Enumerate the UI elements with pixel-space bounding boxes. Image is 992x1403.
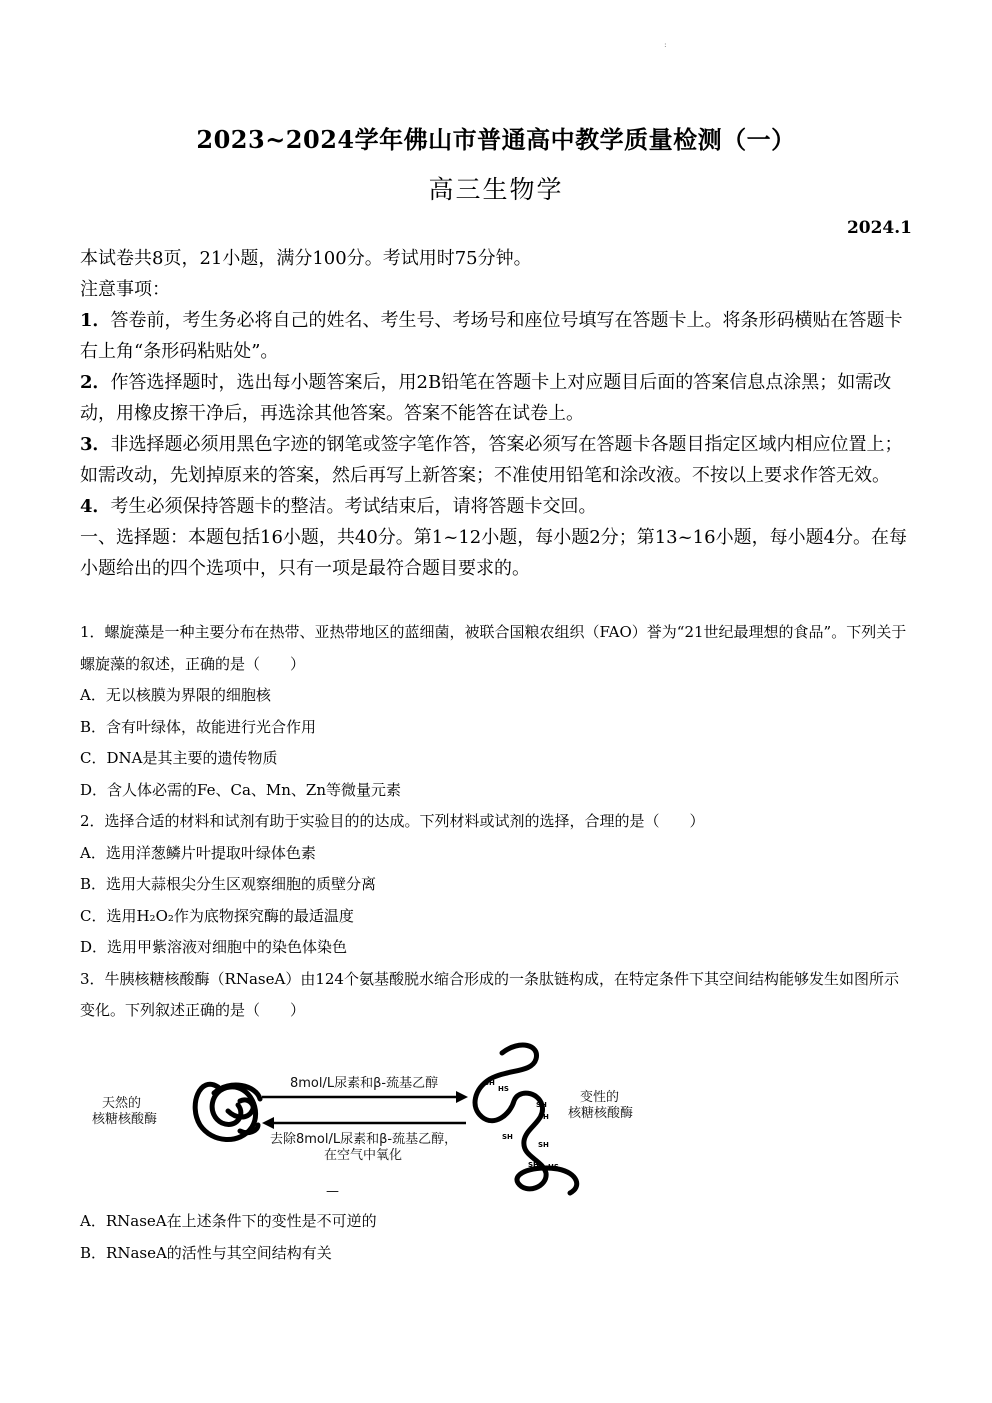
sh-label: SH xyxy=(528,1161,539,1169)
notice-item-1 xyxy=(80,305,912,367)
question-stem: 2．选择合适的材料和试剂有助于实验目的的达成。下列材料或试剂的选择，合理的是（ ） xyxy=(80,812,705,830)
option-b: B．RNaseA的活性与其空间结构有关 xyxy=(80,1243,332,1262)
notice-item-3 xyxy=(80,429,912,491)
forward-arrow xyxy=(262,1091,468,1103)
notice-text-1: 答卷前，考生务必将自己的姓名、考生号、考场号和座位号填写在答题卡上。将条形码横贴在答题卡右上角“条形码粘贴处”。 xyxy=(80,310,903,362)
instructions xyxy=(80,243,912,584)
notice-num-4: 4． xyxy=(80,496,111,517)
sh-label: SH xyxy=(538,1113,549,1121)
option-a: A．RNaseA在上述条件下的变性是不可逆的 xyxy=(80,1212,377,1230)
notice-num-1: 1． xyxy=(80,310,111,331)
top-dot: : xyxy=(664,40,667,49)
reverse-arrow xyxy=(262,1117,466,1129)
denatured-label-2: 核糖核酸酶 xyxy=(568,1106,634,1121)
native-protein-icon xyxy=(195,1084,260,1139)
option-b: B．选用大蒜根尖分生区观察细胞的质壁分离 xyxy=(80,875,377,893)
option-c: C．选用H₂O₂作为底物探究酶的最适温度 xyxy=(80,906,354,925)
section-heading: 一、选择题：本题包括16小题，共40分。第1~12小题，每小题2分；第13~16小题，每小题4分。在每小题给出的四个选项中，只有一项是最符合题目要求的。 xyxy=(80,527,908,579)
option-d: D．含人体必需的Fe、Ca、Mn、Zn等微量元素 xyxy=(80,780,402,799)
question-3-options xyxy=(80,1206,912,1269)
notice-num-2: 2． xyxy=(80,372,111,393)
sh-label: SH xyxy=(484,1079,495,1087)
denatured-label-1: 变性的 xyxy=(580,1090,620,1105)
option-b: B．含有叶绿体，故能进行光合作用 xyxy=(80,717,317,736)
native-label-1: 天然的 xyxy=(102,1096,142,1111)
notice-heading: 注意事项： xyxy=(80,279,170,300)
notice-item-2 xyxy=(80,367,912,429)
sh-label: SH xyxy=(502,1133,513,1141)
sh-label: SH xyxy=(538,1141,549,1149)
question-1 xyxy=(80,617,912,1027)
question-stem: 3．牛胰核糖核酸酶（RNaseA）由124个氨基酸脱水缩合形成的一条肽链构成，在特定条件下其空间结构能够发生如图所示变化。下列叙述正确的是（ ） xyxy=(80,969,899,1019)
notice-text-3: 非选择题必须用黑色字迹的钢笔或签字笔作答，答案必须写在答题卡各题目指定区域内相应位置上；如需改动，先划掉原来的答案，然后再写上新答案；不准使用铅笔和涂改液。不按以上要求作答无效。 xyxy=(80,434,903,486)
notice-text-4: 考生必须保持答题卡的整洁。考试结束后，请将答题卡交回。 xyxy=(110,496,597,517)
question-stem: 1．螺旋藻是一种主要分布在热带、亚热带地区的蓝细菌，被联合国粮农组织（FAO）誉为“21世纪最理想的食品”。下列关于螺旋藻的叙述，正确的是（ ） xyxy=(80,623,907,673)
hs-label: HS xyxy=(548,1163,559,1171)
option-a: A．选用洋葱鳞片叶提取叶绿体色素 xyxy=(80,843,316,862)
forward-condition: 8mol/L尿素和β-巯基乙醇 xyxy=(290,1076,439,1091)
exam-title: 2023~2024学年佛山市普通高中教学质量检测（一） xyxy=(196,125,796,154)
option-a: A．无以核膜为界限的细胞核 xyxy=(80,686,271,704)
option-c: C．DNA是其主要的遗传物质 xyxy=(80,749,278,767)
figure-dash: — xyxy=(326,1184,339,1199)
notice-num-3: 3． xyxy=(80,434,111,455)
option-d: D．选用甲紫溶液对细胞中的染色体染色 xyxy=(80,938,348,956)
denatured-protein-icon xyxy=(475,1045,577,1193)
reverse-condition-1: 去除8mol/L尿素和β-巯基乙醇， xyxy=(270,1132,458,1147)
hs-label: HS xyxy=(498,1085,509,1093)
sh-label: SH xyxy=(536,1101,547,1109)
exam-subject: 高三生物学 xyxy=(428,175,564,204)
notice-item-4 xyxy=(80,491,912,522)
intro-line: 本试卷共8页，21小题，满分100分。考试用时75分钟。 xyxy=(80,248,532,269)
rnase-figure xyxy=(90,1035,650,1200)
reverse-condition-2: 在空气中氧化 xyxy=(324,1148,403,1163)
native-label-2: 核糖核酸酶 xyxy=(92,1112,158,1127)
notice-text-2: 作答选择题时，选出每小题答案后，用2B铅笔在答题卡上对应题目后面的答案信息点涂黑；如需改动，用橡皮擦干净后，再选涂其他答案。答案不能答在试卷上。 xyxy=(80,372,892,424)
exam-date: 2024.1 xyxy=(846,218,912,238)
